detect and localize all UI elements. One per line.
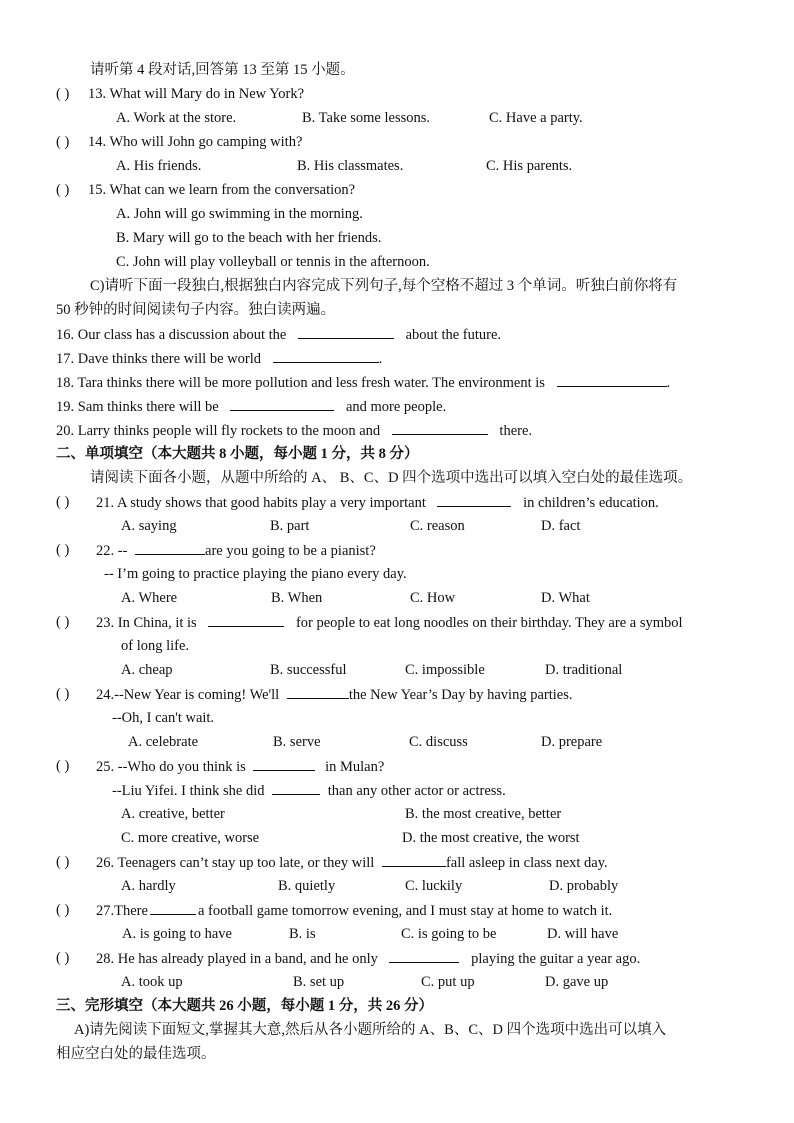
q25-pre: 25. --Who do you think is xyxy=(96,759,246,775)
q25-post: in Mulan? xyxy=(325,759,385,775)
question-23-continuation: of long life. xyxy=(121,638,190,654)
q24-pre: 24.--New Year is coming! We'll xyxy=(96,687,280,703)
section-c-instruction-line1: C)请听下面一段独白,根据独白内容完成下列句子,每个空格不超过 3 个单词。听独白前你将有 xyxy=(90,278,678,294)
q28-pre: 28. He has already played in a band, and he only xyxy=(96,951,378,967)
q27-option-c: C. is going to be xyxy=(401,926,497,942)
q22-option-a: A. Where xyxy=(121,590,178,606)
q23-option-d: D. traditional xyxy=(545,662,623,678)
question-23-stem xyxy=(96,612,683,632)
q26-option-a: A. hardly xyxy=(121,878,176,894)
q21-option-c: C. reason xyxy=(410,518,465,534)
q28-option-b: B. set up xyxy=(293,974,345,990)
q25-option-b: B. the most creative, better xyxy=(405,806,562,822)
q14-option-b: B. His classmates. xyxy=(297,158,404,174)
sentence-19-post: and more people. xyxy=(345,399,447,415)
sentence-16 xyxy=(56,324,501,344)
q26-option-d: D. probably xyxy=(549,878,619,894)
q27-option-b: B. is xyxy=(289,926,316,942)
q23-post: for people to eat long noodles on their birthday. They are a symbol xyxy=(295,615,683,631)
q23-option-c: C. impossible xyxy=(405,662,485,678)
answer-paren-25[interactable]: ( ) xyxy=(56,758,70,774)
sentence-20 xyxy=(56,420,532,440)
sentence-18 xyxy=(56,372,670,392)
answer-blank-26[interactable] xyxy=(382,852,446,867)
answer-paren-15[interactable]: ( ) xyxy=(56,182,70,198)
q14-option-a: A. His friends. xyxy=(116,158,202,174)
q24-option-c: C. discuss xyxy=(409,734,468,750)
sentence-16-pre: 16. Our class has a discussion about the xyxy=(56,327,287,343)
q24-option-d: D. prepare xyxy=(541,734,603,750)
question-25-response xyxy=(112,780,506,800)
answer-blank-28[interactable] xyxy=(389,948,459,963)
sentence-20-pre: 20. Larry thinks people will fly rockets to the moon and xyxy=(56,423,381,439)
q28-post: playing the guitar a year ago. xyxy=(471,951,641,967)
answer-blank-25a[interactable] xyxy=(253,756,315,771)
sentence-17-pre: 17. Dave thinks there will be world xyxy=(56,351,261,367)
q13-option-b: B. Take some lessons. xyxy=(302,110,431,126)
q21-pre: 21. A study shows that good habits play a very important xyxy=(96,495,426,511)
answer-blank-25b[interactable] xyxy=(272,780,320,795)
q24-post: the New Year’s Day by having parties. xyxy=(348,687,573,703)
q24-option-a: A. celebrate xyxy=(128,734,199,750)
q22-option-d: D. What xyxy=(541,590,590,606)
q21-option-a: A. saying xyxy=(121,518,177,534)
q25-option-c: C. more creative, worse xyxy=(121,830,260,846)
listen-instruction: 请听第 4 段对话,回答第 13 至第 15 小题。 xyxy=(90,62,355,78)
q28-option-c: C. put up xyxy=(421,974,475,990)
part-3-instruction-line2: 相应空白处的最佳选项。 xyxy=(56,1046,216,1062)
q15-option-c: C. John will play volleyball or tennis in the afternoon. xyxy=(116,254,430,270)
question-15-stem: 15. What can we learn from the conversation? xyxy=(88,182,356,198)
answer-paren-21[interactable]: ( ) xyxy=(56,494,70,510)
question-22-stem xyxy=(96,540,376,560)
question-13-stem: 13. What will Mary do in New York? xyxy=(88,86,305,102)
section-c-instruction-line2: 50 秒钟的时间阅读句子内容。独白读两遍。 xyxy=(56,302,336,318)
sentence-17 xyxy=(56,348,382,368)
q27-post: a football game tomorrow evening, and I must stay at home to watch it. xyxy=(197,903,613,919)
question-21-stem xyxy=(96,492,659,512)
sentence-20-post: there. xyxy=(499,423,533,439)
sentence-16-post: about the future. xyxy=(405,327,502,343)
answer-blank-24[interactable] xyxy=(287,684,349,699)
q21-post: in children’s education. xyxy=(523,495,659,511)
answer-paren-13[interactable]: ( ) xyxy=(56,86,70,102)
question-27-stem xyxy=(96,900,612,920)
q26-option-c: C. luckily xyxy=(405,878,463,894)
sentence-18-pre: 18. Tara thinks there will be more pollution and less fresh water. The environment is xyxy=(56,375,545,391)
q27-option-d: D. will have xyxy=(547,926,619,942)
q26-post: fall asleep in class next day. xyxy=(445,855,608,871)
q25-line2-post: than any other actor or actress. xyxy=(327,783,506,799)
q26-pre: 26. Teenagers can’t stay up too late, or they will xyxy=(96,855,375,871)
part-3-instruction-line1: A)请先阅读下面短文,掌握其大意,然后从各小题所给的 A、B、C、D 四个选项中选出可以填入 xyxy=(74,1022,667,1038)
q23-option-a: A. cheap xyxy=(121,662,173,678)
q15-option-a: A. John will go swimming in the morning. xyxy=(116,206,363,222)
q27-option-a: A. is going to have xyxy=(122,926,232,942)
answer-paren-24[interactable]: ( ) xyxy=(56,686,70,702)
answer-paren-28[interactable]: ( ) xyxy=(56,950,70,966)
q27-pre: 27.There xyxy=(96,903,148,919)
q22-option-c: C. How xyxy=(410,590,456,606)
sentence-18-post: . xyxy=(666,375,671,391)
q21-option-b: B. part xyxy=(270,518,310,534)
answer-blank-20[interactable] xyxy=(392,420,488,435)
q21-option-d: D. fact xyxy=(541,518,581,534)
question-24-response: --Oh, I can't wait. xyxy=(112,710,215,726)
part-2-instruction: 请阅读下面各小题，从题中所给的 A、 B、C、D 四个选项中选出可以填入空白处的最佳选项。 xyxy=(90,470,693,486)
q14-option-c: C. His parents. xyxy=(486,158,573,174)
q23-option-b: B. successful xyxy=(270,662,347,678)
answer-paren-26[interactable]: ( ) xyxy=(56,854,70,870)
answer-blank-16[interactable] xyxy=(298,324,394,339)
answer-blank-21[interactable] xyxy=(437,492,511,507)
answer-blank-19[interactable] xyxy=(230,396,334,411)
q13-option-c: C. Have a party. xyxy=(489,110,583,126)
answer-blank-23[interactable] xyxy=(208,612,284,627)
q24-option-b: B. serve xyxy=(273,734,321,750)
part-2-title: 二、单项填空（本大题共 8 小题，每小题 1 分，共 8 分） xyxy=(56,446,419,462)
q13-option-a: A. Work at the store. xyxy=(116,110,237,126)
q28-option-a: A. took up xyxy=(121,974,183,990)
answer-blank-22[interactable] xyxy=(135,540,205,555)
q25-option-d: D. the most creative, the worst xyxy=(402,830,580,846)
question-14-stem: 14. Who will John go camping with? xyxy=(88,134,303,150)
question-25-stem xyxy=(96,756,384,776)
q23-pre: 23. In China, it is xyxy=(96,615,197,631)
q28-option-d: D. gave up xyxy=(545,974,609,990)
answer-blank-27[interactable] xyxy=(150,900,196,915)
q26-option-b: B. quietly xyxy=(278,878,336,894)
question-26-stem xyxy=(96,852,608,872)
answer-paren-23[interactable]: ( ) xyxy=(56,614,70,630)
q22-option-b: B. When xyxy=(271,590,323,606)
q15-option-b: B. Mary will go to the beach with her friends. xyxy=(116,230,382,246)
q22-pre: 22. -- xyxy=(96,543,128,559)
answer-paren-14[interactable]: ( ) xyxy=(56,134,70,150)
answer-blank-18[interactable] xyxy=(557,372,667,387)
sentence-19 xyxy=(56,396,446,416)
sentence-17-post: . xyxy=(378,351,383,367)
q25-line2-pre: --Liu Yifei. I think she did xyxy=(112,783,265,799)
part-3-title: 三、完形填空（本大题共 26 小题，每小题 1 分，共 26 分） xyxy=(56,998,433,1014)
sentence-19-pre: 19. Sam thinks there will be xyxy=(56,399,219,415)
question-22-response: -- I’m going to practice playing the piano every day. xyxy=(104,566,407,582)
answer-paren-22[interactable]: ( ) xyxy=(56,542,70,558)
question-28-stem xyxy=(96,948,640,968)
q22-post: are you going to be a pianist? xyxy=(205,543,376,559)
answer-paren-27[interactable]: ( ) xyxy=(56,902,70,918)
q25-option-a: A. creative, better xyxy=(121,806,225,822)
answer-blank-17[interactable] xyxy=(273,348,379,363)
question-24-stem xyxy=(96,684,572,704)
